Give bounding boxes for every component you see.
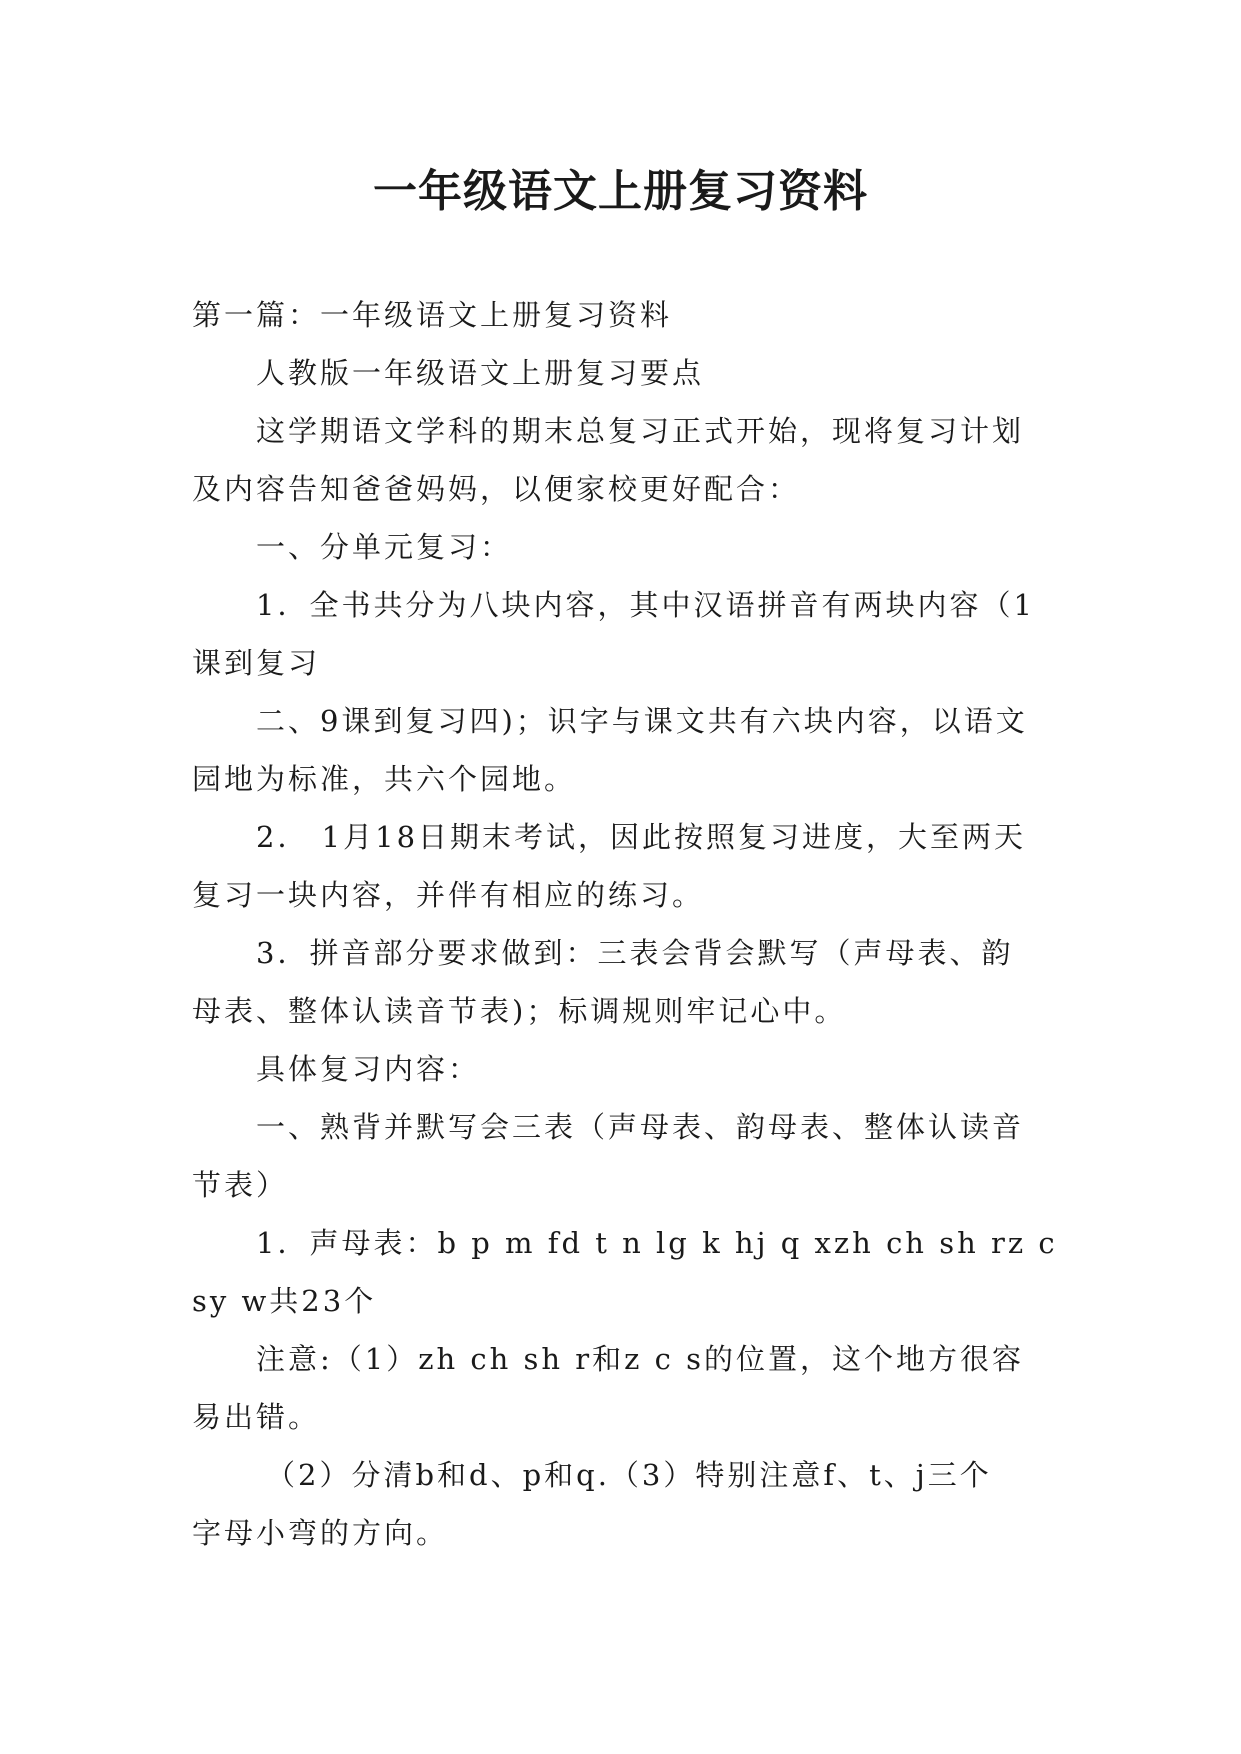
paragraph-line: 易出错。 xyxy=(192,1400,321,1434)
paragraph-line: 母表、整体认读音节表)；标调规则牢记心中。 xyxy=(192,994,847,1028)
paragraph-line: 3．拼音部分要求做到：三表会背会默写（声母表、韵 xyxy=(256,936,1014,970)
document-body xyxy=(192,286,1058,1562)
paragraph-line: sy w共23个 xyxy=(192,1284,377,1318)
paragraph-line: 注意:（1）zh ch sh r和z c s的位置，这个地方很容 xyxy=(256,1342,1025,1376)
document-title: 一年级语文上册复习资料 xyxy=(373,166,868,217)
paragraph-line: 一、分单元复习： xyxy=(256,530,513,564)
paragraph-line: 1．全书共分为八块内容，其中汉语拼音有两块内容（1 xyxy=(256,588,1035,622)
paragraph-line: 1．声母表：b p m fd t n lg k hj q xzh ch sh rz c xyxy=(256,1226,1058,1260)
paragraph-line: 字母小弯的方向。 xyxy=(192,1516,449,1550)
paragraph-line: 及内容告知爸爸妈妈，以便家校更好配合： xyxy=(192,472,801,506)
paragraph-line: 具体复习内容： xyxy=(256,1052,481,1086)
paragraph-line: 2． 1月18日期末考试，因此按照复习进度，大至两天 xyxy=(256,820,1027,854)
paragraph-line: （2）分清b和d、p和q.（3）特别注意f、t、j三个 xyxy=(266,1458,992,1492)
paragraph-line: 人教版一年级语文上册复习要点 xyxy=(256,356,705,390)
paragraph-line: 园地为标准，共六个园地。 xyxy=(192,762,577,796)
paragraph-line: 二、9课到复习四)；识字与课文共有六块内容，以语文 xyxy=(256,704,1028,738)
paragraph-line: 这学期语文学科的期末总复习正式开始，现将复习计划 xyxy=(256,414,1025,448)
paragraph-line: 节表） xyxy=(192,1168,289,1202)
paragraph-line: 复习一块内容，并伴有相应的练习。 xyxy=(192,878,705,912)
paragraph-line: 课到复习 xyxy=(192,646,321,680)
section-heading: 第一篇：一年级语文上册复习资料 xyxy=(192,298,673,332)
paragraph-line: 一、熟背并默写会三表（声母表、韵母表、整体认读音 xyxy=(256,1110,1025,1144)
